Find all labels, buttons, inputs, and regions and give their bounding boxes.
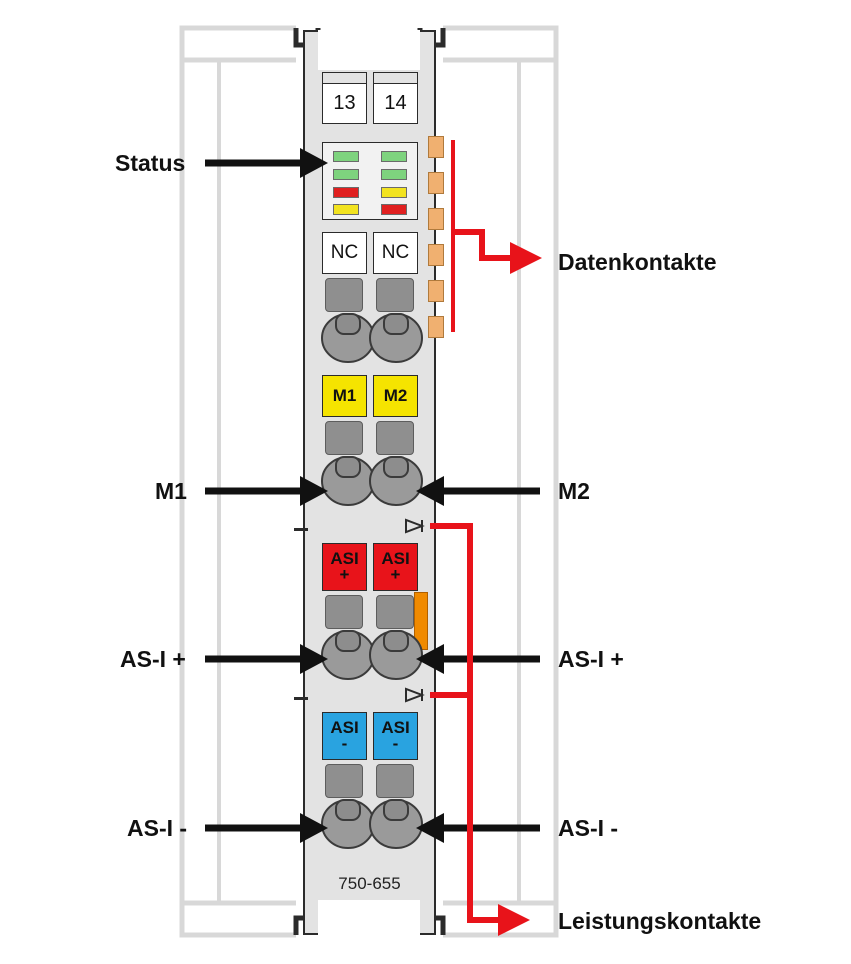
label-m2: M2	[558, 478, 590, 504]
terminal-asi-plus-right-label: ASI	[381, 548, 410, 568]
label-asi-plus-right: AS-I +	[558, 646, 624, 672]
label-m1: M1	[155, 478, 187, 504]
label-asi-plus-left: AS-I +	[120, 646, 186, 672]
label-leistungskontakte: Leistungskontakte	[558, 908, 762, 934]
label-status: Status	[115, 150, 186, 176]
label-asi-minus-right: AS-I -	[558, 815, 619, 841]
terminal-asi-plus-left-sign: +	[339, 565, 350, 584]
terminal-13-label: 13	[333, 91, 356, 114]
terminal-asi-minus-left-label: ASI	[330, 717, 359, 737]
part-number: 750-655	[338, 874, 401, 893]
terminal-asi-minus-right-sign: -	[392, 734, 399, 753]
terminal-nc-left-label: NC	[330, 242, 359, 263]
terminal-nc-right-label: NC	[381, 242, 410, 263]
terminal-asi-minus-left-sign: -	[341, 734, 348, 753]
terminal-asi-plus-right-sign: +	[390, 565, 401, 584]
label-asi-minus-left: AS-I -	[127, 815, 188, 841]
terminal-14-label: 14	[384, 91, 407, 114]
terminal-m2-label: M2	[383, 385, 408, 405]
terminal-m1-label: M1	[332, 385, 357, 405]
terminal-asi-minus-right-label: ASI	[381, 717, 410, 737]
label-datenkontakte: Datenkontakte	[558, 249, 717, 275]
terminal-asi-plus-left-label: ASI	[330, 548, 359, 568]
